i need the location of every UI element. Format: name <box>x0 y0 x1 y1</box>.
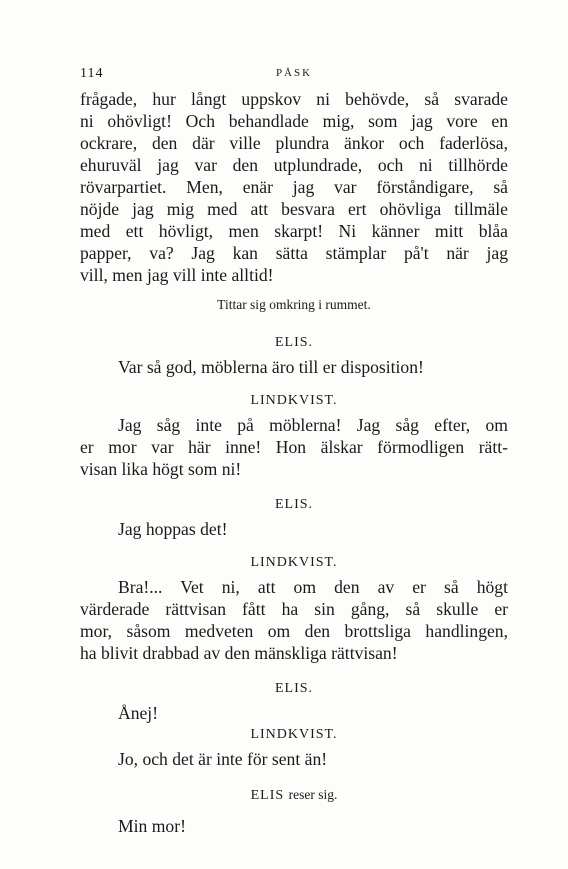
text-line: Jag såg inte på möblerna! Jag såg efter, om <box>118 415 508 435</box>
text-line: frågade, hur långt uppskov ni behövde, så svarade <box>80 89 508 109</box>
text-line: Jag hoppas det! <box>118 519 228 539</box>
dialogue-paragraph <box>80 414 508 480</box>
dialogue-line <box>80 748 508 770</box>
text-line: Bra!... Vet ni, att om den av er så högt <box>118 577 508 597</box>
dialogue-line <box>80 356 508 378</box>
speaker-name: ELIS. <box>274 335 314 350</box>
stage-direction: Tittar sig omkring i rummet. <box>217 297 371 312</box>
opening-paragraph <box>80 88 508 286</box>
text-line: visan lika högt som ni! <box>80 459 242 479</box>
book-page <box>80 66 508 837</box>
text-line: papper, va? Jag kan sätta stämplar på't när jag <box>80 243 508 263</box>
text-line: ni ohövligt! Och behandlade mig, som jag vore en <box>80 111 508 131</box>
speaker-name: LINDKVIST. <box>250 555 338 570</box>
running-head: PÅSK <box>275 67 313 79</box>
stage-direction: reser sig. <box>288 787 338 802</box>
text-line: Var så god, möblerna äro till er disposition! <box>118 357 424 377</box>
page-header <box>80 66 508 88</box>
text-line: vill, men jag vill inte alltid! <box>80 265 274 285</box>
text-line: Ånej! <box>118 703 159 723</box>
text-line: nöjde jag mig med att besvara ert ohövliga tillmäle <box>80 199 508 219</box>
speaker-name: LINDKVIST. <box>250 393 338 408</box>
speaker-name: ELIS. <box>274 497 314 512</box>
text-line: med ett hövligt, men skarpt! Ni känner mitt blåa <box>80 221 508 241</box>
speaker-name: LINDKVIST. <box>250 727 338 742</box>
dialogue-line <box>80 815 508 837</box>
speaker-name: ELIS <box>250 788 285 803</box>
dialogue-line <box>80 702 508 724</box>
speaker-name: ELIS. <box>274 681 314 696</box>
dialogue-paragraph <box>80 576 508 664</box>
text-line: ehuruväl jag var den utplundrade, och ni tillhörde <box>80 155 508 175</box>
text-line: värderade rättvisan fått ha sin gång, så skulle er <box>80 599 508 619</box>
dialogue-line <box>80 518 508 540</box>
text-line: ockrare, den där ville plundra änkor och faderlösa, <box>80 133 508 153</box>
speaker-with-direction <box>80 786 508 805</box>
text-line: mor, såsom medveten om den brottsliga handlingen, <box>80 621 508 641</box>
text-line: ha blivit drabbad av den mänskliga rättvisan! <box>80 643 398 663</box>
page-number: 114 <box>80 66 104 81</box>
text-line: er mor var här inne! Hon älskar förmodligen rätt- <box>80 437 508 457</box>
text-line: Min mor! <box>118 816 186 836</box>
text-line: rövarpartiet. Men, enär jag var förståndigare, så <box>80 177 508 197</box>
text-line: Jo, och det är inte för sent än! <box>118 749 328 769</box>
